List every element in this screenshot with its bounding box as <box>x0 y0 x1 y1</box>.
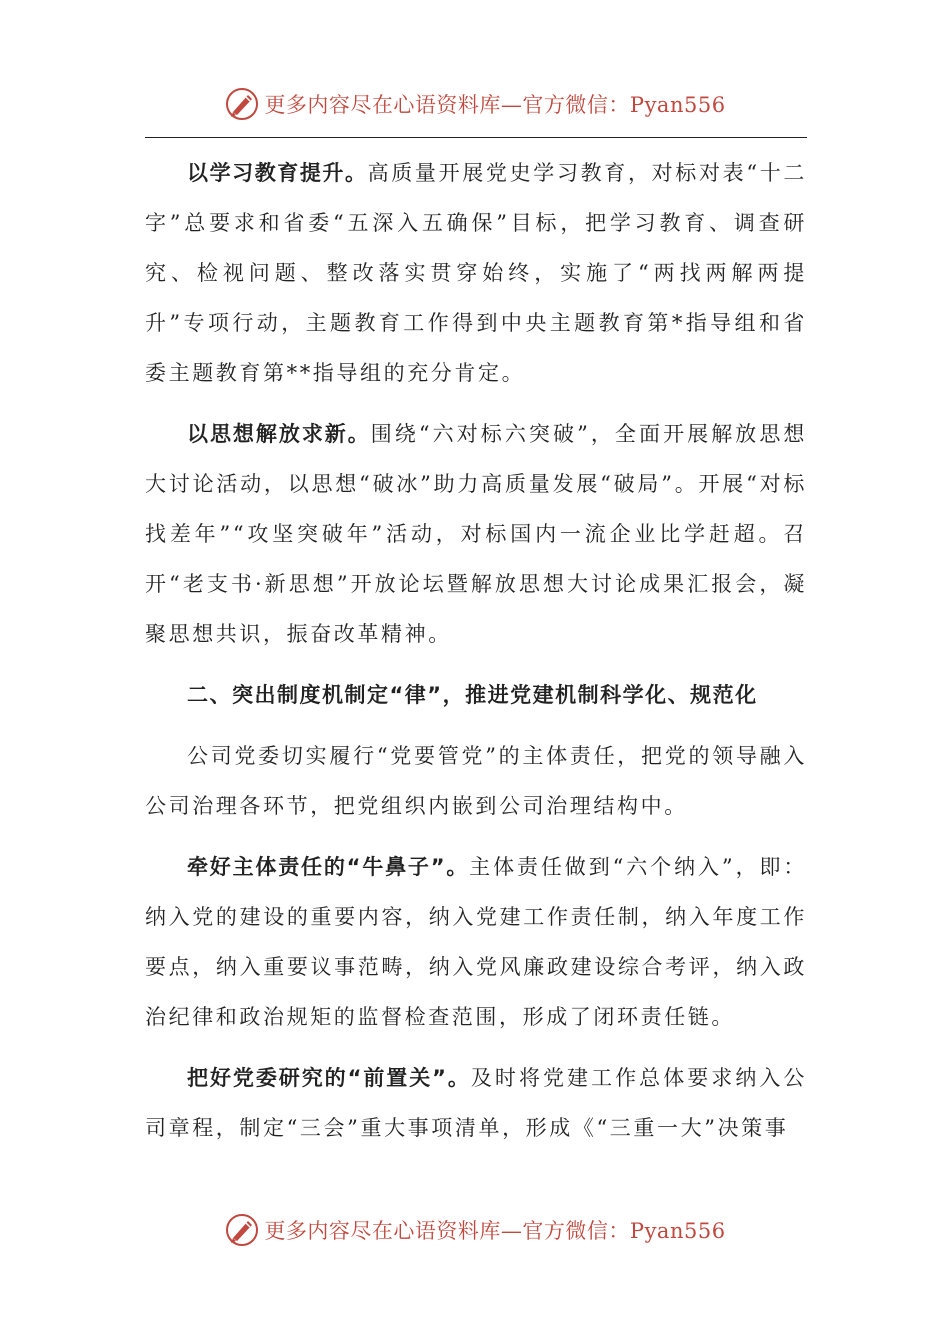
paragraph-text: 及时将党建工作总体要求纳入公司章程，制定“三会”重大事项清单，形成《“三重一大”决策事 <box>145 1066 808 1140</box>
document-body <box>145 148 807 1164</box>
footer-banner <box>0 1210 950 1250</box>
paragraph-study-education <box>145 148 807 398</box>
paragraph-lead: 以学习教育提升。 <box>187 161 368 185</box>
paragraph-text: 主体责任做到“六个纳入”，即：纳入党的建设的重要内容，纳入党建工作责任制，纳入年度工作要点，纳入重要议事范畴，纳入党风廉政建设综合考评，纳入政治纪律和政治规矩的监督检查范围，形成了闭环责任链。 <box>145 855 807 1029</box>
header-rule <box>145 137 807 138</box>
paragraph-main-responsibility <box>145 842 807 1042</box>
paragraph-lead: 把好党委研究的“前置关”。 <box>187 1066 471 1090</box>
header-banner-text: 更多内容尽在心语资料库—官方微信：Pyan556 <box>264 93 726 117</box>
paragraph-text: 围绕“六对标六突破”，全面开展解放思想大讨论活动，以思想“破冰”助力高质量发展“破局”。开展“对标找差年”“攻坚突破年”活动，对标国内一流企业比学赶超。召开“老支书·新思想”开放论坛暨解放思想大讨论成果汇报会，凝聚思想共识，振奋改革精神。 <box>145 422 807 646</box>
paragraph-text: 高质量开展党史学习教育，对标对表“十二字”总要求和省委“五深入五确保”目标，把学习教育、调查研究、检视问题、整改落实贯穿始终，实施了“两找两解两提升”专项行动，主题教育工作得到中央主题教育第*指导组和省委主题教育第**指导组的充分肯定。 <box>145 161 807 385</box>
paragraph-lead: 牵好主体责任的“牛鼻子”。 <box>187 855 470 879</box>
pen-logo-icon <box>224 86 260 122</box>
pen-logo-icon <box>224 1212 260 1248</box>
intro-paragraph: 公司党委切实履行“党要管党”的主体责任，把党的领导融入公司治理各环节，把党组织内嵌到公司治理结构中。 <box>145 744 807 818</box>
header-banner <box>0 84 950 124</box>
section-heading: 二、突出制度机制定“律”，推进党建机制科学化、规范化 <box>187 683 758 707</box>
footer-banner-text: 更多内容尽在心语资料库—官方微信：Pyan556 <box>264 1219 726 1243</box>
paragraph-thought-liberation <box>145 409 807 659</box>
paragraph-pre-review <box>145 1053 807 1153</box>
paragraph-lead: 以思想解放求新。 <box>187 422 371 446</box>
